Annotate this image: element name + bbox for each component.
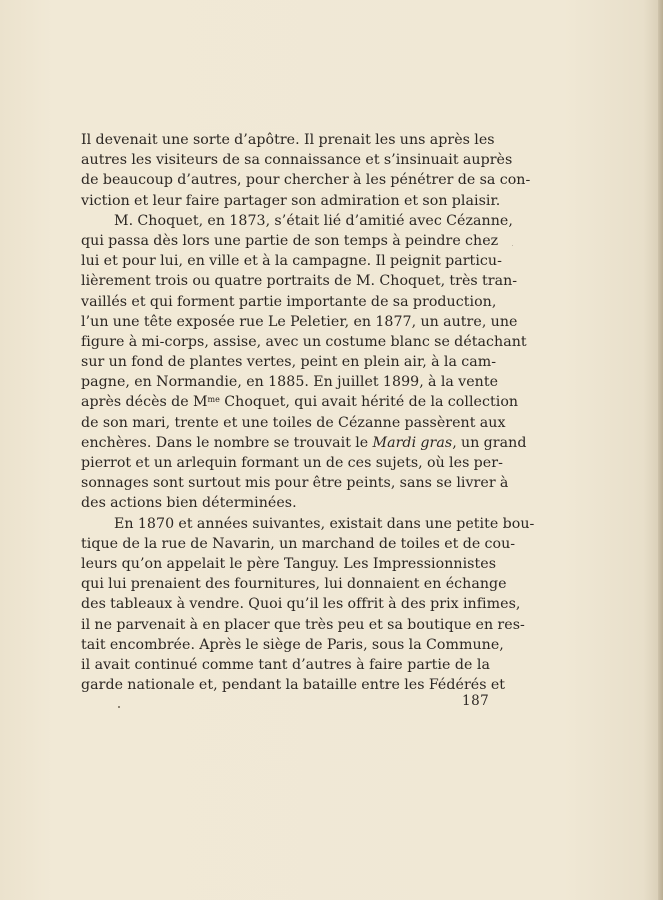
text-line: vaillés et qui forment partie importante de sa production, [81,293,497,310]
text-line: En 1870 et années suivantes, existait dans une petite bou- [114,515,535,532]
text-line: lièrement trois ou quatre portraits de M. Choquet, très tran- [81,273,518,290]
text-line: qui passa dès lors une partie de son temps à peindre chez [81,232,499,249]
text-line: sur un fond de plantes vertes, peint en plein air, à la cam- [81,354,497,371]
body-text [81,130,535,695]
text-line: il avait continué comme tant d’autres à faire partie de la [81,656,490,673]
text-line: des tableaux à vendre. Quoi qu’il les offrit à des prix infimes, [81,596,521,613]
text-line [81,392,519,412]
text-run: Choquet, qui avait hérité de la collection [219,394,519,411]
text-line: de son mari, trente et une toiles de Cézanne passèrent aux [81,414,506,431]
text-line: de beaucoup d’autres, pour chercher à les pénétrer de sa con- [81,172,531,189]
text-line: autres les visiteurs de sa connaissance et s’insinuait auprès [81,152,513,169]
page-edge-shadow [658,0,663,900]
paragraph-1 [81,130,531,211]
text-line: qui lui prenaient des fournitures, lui donnaient en échange [81,576,507,593]
paper-speck [118,706,120,708]
superscript-abbrev: me [207,395,220,405]
page-number: 187 [462,693,490,709]
paper-speck [512,245,513,246]
paragraph-3 [81,514,535,696]
text-line: des actions bien déterminées. [81,495,297,512]
text-line: l’un une tête exposée rue Le Peletier, en 1877, un autre, une [81,313,518,330]
text-line: lui et pour lui, en ville et à la campagne. Il peignit particu- [81,253,502,270]
text-line: M. Choquet, en 1873, s’était lié d’amitié avec Cézanne, [114,212,513,229]
text-line: pagne, en Normandie, en 1885. En juillet 1899, à la vente [81,374,499,391]
text-line: leurs qu’on appelait le père Tanguy. Les Impressionnistes [81,555,497,572]
text-line: sonnages sont surtout mis pour être peints, sans se livrer à [81,475,509,492]
text-line: pierrot et un arlequin formant un de ces sujets, où les per- [81,455,503,471]
artwork-title: Mardi gras [372,434,453,451]
text-run: , un grand [452,434,527,451]
text-line: viction et leur faire partager son admiration et son plaisir. [81,192,501,209]
text-line [81,433,527,453]
text-run: enchères. Dans le nombre se trouvait le [81,434,373,451]
text-line: figure à mi-corps, assise, avec un costume blanc se détachant [81,333,527,350]
text-run: après décès de M [81,394,208,411]
paragraph-2 [81,211,527,514]
text-line: tique de la rue de Navarin, un marchand de toiles et de cou- [81,535,516,552]
text-line: tait encombrée. Après le siège de Paris, sous la Commune, [81,636,504,653]
text-line: garde nationale et, pendant la bataille entre les Fédérés et [81,677,506,694]
text-line: il ne parvenait à en placer que très peu et sa boutique en res- [81,616,525,633]
text-line: Il devenait une sorte d’apôtre. Il prenait les uns après les [81,132,495,148]
